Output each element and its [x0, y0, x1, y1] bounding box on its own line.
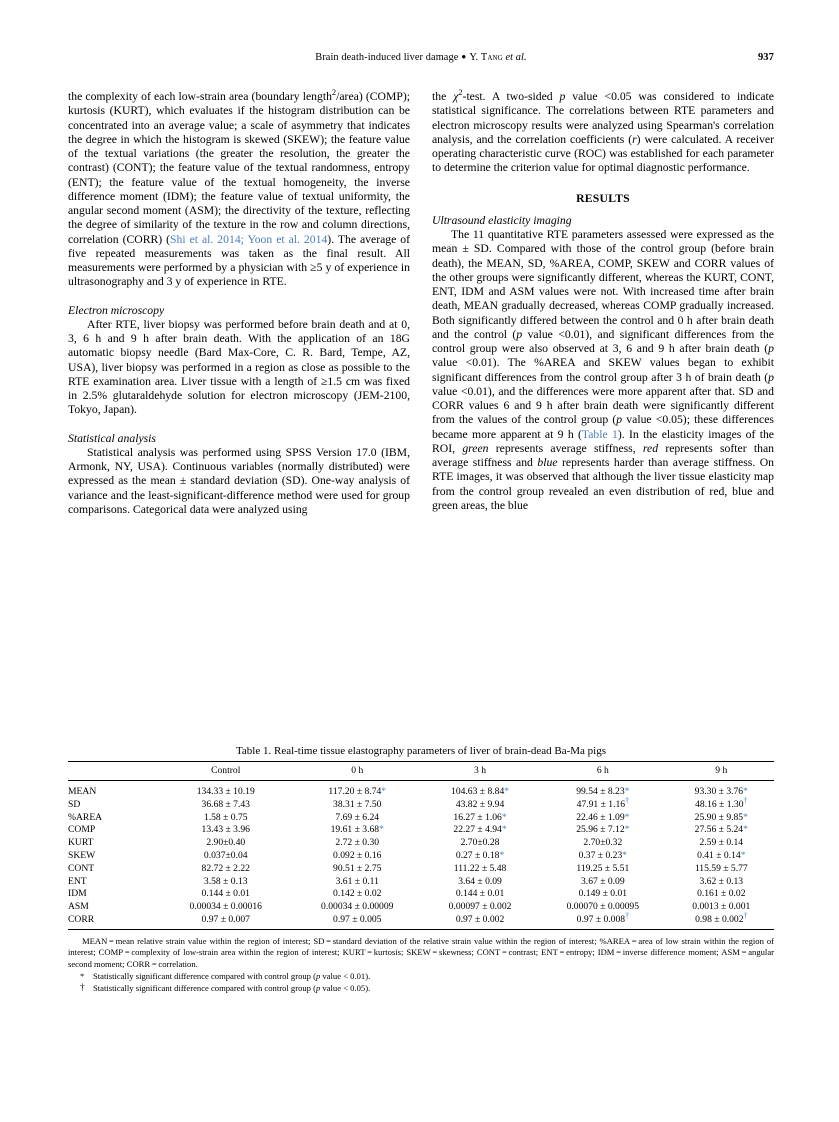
significance-asterisk: *: [743, 811, 748, 823]
table-cell: [669, 781, 774, 799]
table-cell: [292, 888, 424, 901]
table-cell: [160, 862, 292, 875]
table-cell: [423, 824, 537, 837]
significance-asterisk: *: [624, 786, 630, 797]
cell-value: 3.67 ± 0.09: [581, 875, 625, 887]
footnote-abbreviations: MEAN = mean relative strain value within the region of interest; SD = standard deviation of the relative strain value within the region of interest; %AREA = area of low strain within the region of interest; COMP = complexity of low-strain area within the region of interest; KURT = kurtosis; SKEW = skewness; CONT = contrast; ENT = entropy; IDM = inverse difference moment; ASM = angular second moment; CORR = correlation.: [68, 936, 774, 969]
paragraph-statistical-analysis: Statistical analysis was performed using SPSS Version 17.0 (IBM, Armonk, NY, USA). Continuous variables (normally distributed) were expressed as the mean ± standard deviation (SD). One-way analysis of variance and the least-significant-difference method were used for group comparisons. Categorical data were analyzed using: [68, 445, 410, 516]
table-head: [68, 762, 774, 781]
p-symbol: p: [768, 370, 774, 384]
cell-value: 2.72 ± 0.30: [335, 837, 380, 849]
significance-asterisk: *: [743, 786, 748, 797]
cell-value: 1.58 ± 0.75: [203, 811, 248, 823]
table-cell: [160, 914, 292, 930]
table-cell: [292, 824, 424, 837]
cell-value: 0.144 ± 0.01: [455, 888, 505, 900]
cell-value: 0.97 ± 0.008: [576, 913, 626, 925]
table-cell: [669, 837, 774, 850]
table-cell: [537, 875, 669, 888]
table-rte-parameters: [68, 761, 774, 930]
cell-value: 134.33 ± 10.19: [196, 786, 255, 797]
p-symbol: p: [516, 327, 523, 341]
significance-asterisk: *: [381, 786, 387, 797]
cell-value: 3.62 ± 0.13: [699, 875, 744, 887]
row-label: SD: [68, 798, 81, 810]
superscript-two: 2: [331, 87, 337, 98]
table-cell: [292, 811, 424, 824]
cell-value: 3.61 ± 0.11: [335, 875, 379, 887]
dagger-symbol: †: [80, 983, 85, 994]
cell-value: 117.20 ± 8.74: [328, 786, 382, 797]
table-cell: [537, 837, 669, 850]
table-row: [68, 875, 774, 888]
table-cell: [669, 910, 774, 930]
table-cell: [423, 888, 537, 901]
row-label: SKEW: [68, 849, 96, 861]
cell-value: 93.30 ± 3.76: [694, 786, 744, 797]
cell-value: 0.092 ± 0.16: [333, 849, 382, 861]
cell-value: 104.63 ± 8.84: [451, 786, 505, 797]
cell-value: 0.037±0.04: [203, 849, 248, 861]
cell-value: 0.144 ± 0.01: [201, 888, 250, 900]
cell-value: 19.61 ± 3.68: [330, 824, 380, 836]
table-1-link[interactable]: Table 1: [581, 427, 618, 441]
p-symbol: p: [559, 90, 566, 103]
table-header-row: [68, 762, 774, 781]
column-header-6h: 6 h: [596, 765, 609, 776]
section-heading-ultrasound-elasticity: Ultrasound elasticity imaging: [432, 213, 572, 227]
cell-value: 0.37 ± 0.23: [578, 849, 623, 861]
table-cell: [423, 914, 537, 930]
table-row: [68, 901, 774, 914]
left-column: [68, 87, 411, 517]
asterisk-symbol: *: [80, 971, 85, 982]
table-row: [68, 837, 774, 850]
table-cell: [669, 811, 774, 824]
table-cell: [669, 795, 774, 812]
p-symbol: p: [616, 413, 623, 427]
cell-value: 0.00070 ± 0.00095: [566, 901, 640, 913]
significance-asterisk: *: [504, 786, 510, 797]
p-symbol: p: [768, 342, 774, 355]
table-cell: [160, 799, 292, 812]
table-cell: [292, 837, 424, 850]
cell-value: 0.00034 ± 0.00016: [189, 901, 262, 913]
row-label: %AREA: [68, 811, 103, 823]
chi-superscript-two: 2: [458, 87, 463, 98]
cell-value: 2.90±0.40: [206, 837, 246, 849]
table-cell: [669, 875, 774, 888]
table-cell: [292, 862, 424, 875]
cell-value: 22.27 ± 4.94: [453, 824, 502, 836]
emphasis-blue: blue: [537, 456, 558, 469]
cell-value: 0.142 ± 0.02: [333, 888, 382, 900]
table-caption: Table 1. Real-time tissue elastography parameters of liver of brain-dead Ba-Ma pigs: [235, 745, 607, 757]
cell-value: 27.56 ± 5.24: [694, 824, 744, 836]
significance-dagger: †: [743, 795, 748, 805]
footnote-dagger-text: Statistically significant difference compared with control group (p value < 0.05).: [93, 983, 371, 994]
emphasis-red: red: [642, 441, 659, 455]
table-row: [68, 824, 774, 837]
running-head-bullet-icon: ●: [461, 52, 467, 61]
row-label: CORR: [68, 913, 95, 925]
right-column: [432, 87, 775, 517]
table-cell: [160, 875, 292, 888]
running-head-author: Tang: [480, 52, 503, 63]
table-cell: [537, 888, 669, 901]
cell-value: 0.97 ± 0.005: [333, 913, 382, 925]
table-cell: [669, 901, 774, 914]
footnote-asterisk: [68, 971, 774, 982]
cell-value: 0.161 ± 0.02: [697, 888, 746, 900]
cell-value: 2.59 ± 0.14: [699, 837, 744, 849]
cell-value: 82.72 ± 2.22: [201, 862, 250, 874]
table-row: [68, 862, 774, 875]
cell-value: 13.43 ± 3.96: [201, 824, 250, 836]
cell-value: 0.149 ± 0.01: [578, 888, 628, 900]
p-symbol: p: [315, 971, 321, 982]
column-header-3h: 3 h: [474, 765, 487, 776]
significance-asterisk: *: [499, 849, 505, 861]
cell-value: 43.82 ± 9.94: [455, 798, 505, 810]
table-cell: [537, 781, 669, 799]
table-cell: [292, 901, 424, 914]
cell-value: 99.54 ± 8.23: [576, 786, 625, 797]
table-cell: [537, 811, 669, 824]
table-cell: [160, 888, 292, 901]
cell-value: 0.41 ± 0.14: [697, 849, 741, 861]
table-row: [68, 811, 774, 824]
table-cell: [160, 811, 292, 824]
table-cell: [160, 837, 292, 850]
row-label: IDM: [68, 888, 87, 900]
significance-asterisk: *: [501, 811, 507, 823]
table-cell: [160, 850, 292, 863]
cell-value: 115.59 ± 5.77: [694, 862, 748, 874]
cell-value: 22.46 ± 1.09: [576, 811, 625, 823]
section-heading-results: RESULTS: [576, 191, 630, 205]
paragraph-stats-continued: the $\chi^2$-test. A two-sided p value <0.05 was considered to indicate statistical significance. The correlations between RTE parameters and electron microscopy results were analyzed using Spearman's correlation analysis, and the correlation coefficients (r) were calculated. A receiver operating characteristic curve (ROC) was established for each parameter to determine the criterion value for optimal diagnostic performance.: [432, 87, 774, 175]
table-cell: [160, 824, 292, 837]
running-head-title: Brain death-induced liver damage ● Y. Tang et al.: [315, 52, 527, 63]
chi-symbol: χ: [453, 90, 459, 103]
table-cell: [292, 850, 424, 863]
cell-value: 0.00034 ± 0.00009: [321, 901, 394, 913]
table-cell: [423, 875, 537, 888]
table-cell: [537, 910, 669, 930]
table-cell: [292, 875, 424, 888]
row-label: ASM: [68, 901, 89, 913]
table-cell: [423, 837, 537, 850]
cell-value: 90.51 ± 2.75: [333, 862, 382, 874]
table-cell: [292, 914, 424, 930]
cell-value: 0.97 ± 0.002: [455, 913, 505, 925]
cell-value: 0.97 ± 0.007: [201, 913, 250, 925]
table-cell: [537, 795, 669, 812]
footnote-asterisk-text: Statistically significant difference compared with control group (p value < 0.01).: [93, 971, 371, 982]
table-cell: [423, 781, 537, 799]
row-label: MEAN: [68, 786, 97, 797]
cell-value: 2.70±0.28: [460, 837, 500, 849]
column-header-parameter: [68, 762, 160, 781]
section-heading-statistical-analysis: Statistical analysis: [68, 431, 156, 445]
table-cell: [292, 799, 424, 812]
significance-dagger: †: [625, 910, 630, 920]
table-cell: [160, 901, 292, 914]
cell-value: 36.68 ± 7.43: [201, 798, 250, 810]
table-cell: [669, 850, 774, 863]
table-cell: [537, 850, 669, 863]
significance-dagger: †: [743, 910, 748, 920]
table-cell: [160, 781, 292, 799]
cell-value: 7.69 ± 6.24: [335, 811, 380, 823]
column-header-control: Control: [211, 765, 241, 776]
row-label: COMP: [68, 824, 96, 836]
running-head: [68, 52, 774, 66]
significance-asterisk: *: [501, 824, 507, 836]
table-cell: [423, 811, 537, 824]
significance-dagger: †: [625, 795, 630, 805]
cell-value: 47.91 ± 1.16: [576, 798, 626, 810]
cell-value: 25.90 ± 9.85: [694, 811, 744, 823]
table-body: [68, 781, 774, 930]
row-label: KURT: [68, 837, 94, 849]
section-heading-electron-microscopy: Electron microscopy: [68, 303, 165, 317]
table-row: [68, 781, 774, 799]
cell-value: 25.96 ± 7.12: [576, 824, 625, 836]
cell-value: 16.27 ± 1.06: [453, 811, 502, 823]
significance-asterisk: *: [624, 824, 630, 836]
table-row: [68, 850, 774, 863]
row-label: CONT: [68, 862, 95, 874]
column-header-9h: 9 h: [715, 765, 728, 776]
table-cell: [669, 888, 774, 901]
cell-value: 0.98 ± 0.002: [695, 913, 744, 925]
table-cell: [537, 901, 669, 914]
cell-value: 38.31 ± 7.50: [333, 798, 382, 810]
table-row: [68, 914, 774, 930]
table-cell: [292, 781, 424, 799]
paragraph-electron-microscopy: After RTE, liver biopsy was performed before brain death and at 0, 3, 6 h and 9 h after brain death. With the application of an 18G automatic biopsy needle (Bard Max-Core, C. R. Bard, Tempe, AZ, USA), liver biopsy was performed in a region as close as possible to the RTE examination area. Liver tissue with a length of ≥1.5 cm was fixed in 2.5% glutaraldehyde solution for electron microscopy (JEM-2100, Tokyo, Japan).: [68, 317, 410, 417]
r-symbol: r: [632, 132, 637, 146]
table-row: [68, 888, 774, 901]
running-head-etal: et al.: [505, 52, 527, 63]
column-header-0h: 0 h: [351, 765, 364, 776]
significance-asterisk: *: [622, 849, 628, 861]
table-cell: [669, 862, 774, 875]
table-cell: [537, 824, 669, 837]
table-cell: [423, 799, 537, 812]
cell-value: 0.0013 ± 0.001: [692, 901, 751, 913]
table-footnotes: [68, 936, 774, 994]
table-cell: [423, 850, 537, 863]
p-symbol: p: [315, 983, 321, 994]
table-1-block: [68, 745, 774, 995]
page-content: [68, 52, 774, 517]
table-cell: [669, 824, 774, 837]
row-label: ENT: [68, 875, 87, 887]
emphasis-green: green: [462, 441, 489, 455]
footnote-dagger: [68, 983, 774, 994]
significance-asterisk: *: [379, 824, 384, 836]
cell-value: 119.25 ± 5.51: [576, 862, 630, 874]
body-columns: [68, 87, 775, 517]
page-number: 937: [757, 52, 774, 63]
cell-value: 3.58 ± 0.13: [203, 875, 248, 887]
table-cell: [423, 901, 537, 914]
cell-value: 0.00097 ± 0.002: [448, 901, 512, 913]
table-row: [68, 799, 774, 812]
table-cell: [423, 862, 537, 875]
significance-asterisk: *: [743, 824, 748, 836]
cell-value: 111.22 ± 5.48: [453, 862, 507, 874]
cell-value: 3.64 ± 0.09: [458, 875, 502, 887]
paragraph-methods-continued: the complexity of each low-strain area (boundary length$^2$/area) (COMP); kurtosis (KURT), which evaluates if the histogram distribution can be concentrated into an average value; a scale of asymmetry that indicates the degree in which the histogram is skewed (SKEW); the feature value of the textual variations (the greater the resolution, the greater the contrast) (CONT); the feature value of the textual randomness, entropy (ENT); the feature value of the textual homogeneity, the inverse difference moment (IDM); the feature value of textual uniformity, the angular second moment (ASM); the directivity of the texture, reflecting the degree of similarity of the texture in the row and column directions, correlation (CORR) (Shi et al. 2014; Yoon et al. 2014). The average of five repeated measurements was taken as the final result. All measurements were performed by a physician with ≥5 y of experience in ultrasonography and 3 y of experience in RTE.: [68, 87, 411, 289]
table-cell: [537, 862, 669, 875]
cell-value: 0.27 ± 0.18: [455, 849, 500, 861]
significance-asterisk: *: [740, 849, 746, 861]
significance-asterisk: *: [624, 811, 630, 823]
cell-value: 48.16 ± 1.30: [695, 798, 744, 810]
cell-value: 2.70±0.32: [583, 837, 623, 849]
paragraph-ultrasound-results: The 11 quantitative RTE parameters assessed were expressed as the mean ± SD. Compared with those of the control group (before brain death), the MEAN, SD, %AREA, COMP, SKEW and CORR values of the other groups were significantly different, whereas the KURT, CONT, ENT, IDM and ASM values were not. With increased time after brain death, MEAN gradually decreased, whereas COMP gradually increased. Both significantly differed between the control and 0 h after brain death and the control (p value <0.01), and significant differences from the control group were also observed at 3, 6 and 9 h after brain death (p value <0.01). The %AREA and SKEW values began to exhibit significant differences from the control group after 3 h of brain death (p value <0.01), and the differences were more apparent after that. SD and CORR values 6 and 9 h after brain death were significantly different from the values of the control group (p value <0.05); these differences became more apparent at 9 h (Table 1). In the elasticity images of the ROI, green represents average stiffness, red represents softer than average stiffness and blue represents harder than average stiffness. On RTE images, it was observed that although the liver tissue elasticity map from the control group revealed an even distribution of red, blue and green areas, the blue: [432, 228, 775, 512]
citation-link-shi-yoon[interactable]: Shi et al. 2014; Yoon et al. 2014: [170, 232, 328, 246]
